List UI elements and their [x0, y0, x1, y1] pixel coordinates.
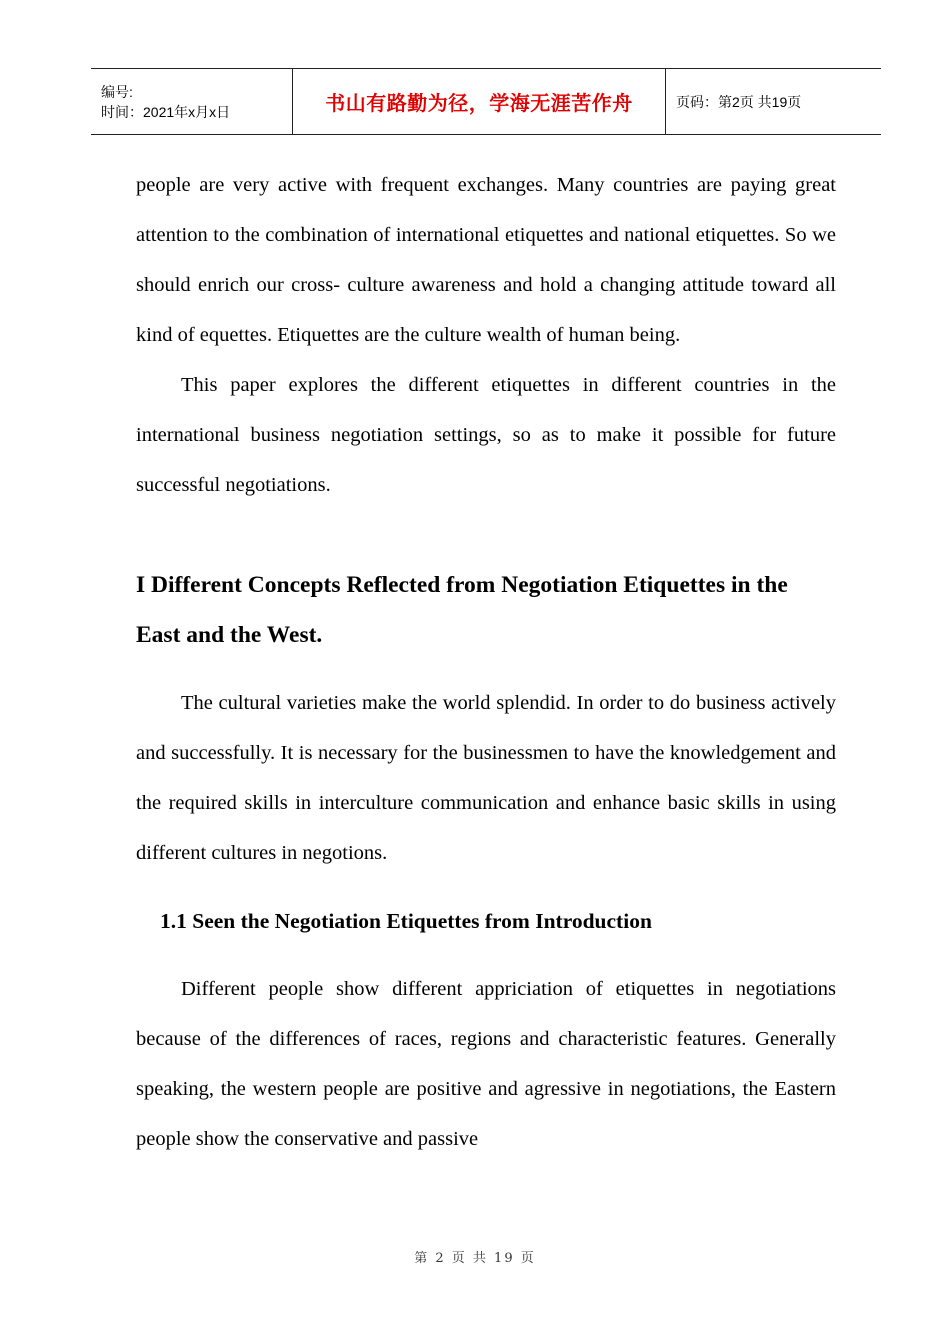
paragraph-3: The cultural varieties make the world splendid. In order to do business actively and successfully. It is necessary for the businessmen to have the knowledgement and the required skills in interculture communication and enhance basic skills in using different cultures in negotions.	[136, 692, 836, 864]
paragraph-4: Different people show different appriciation of etiquettes in negotiations because of the differences of races, regions and characteristic features. Generally speaking, the western people are positive and agressive in negotiations, the Eastern people show the conservative and passive	[136, 978, 836, 1150]
serial-label: 编号:	[101, 83, 133, 100]
page-footer: 第 2 页 共 19 页	[414, 1251, 536, 1266]
section-heading: I Different Concepts Reflected from Negotiation Etiquettes in the East and the West.	[136, 572, 788, 648]
document-body	[136, 160, 836, 1164]
time-label: 时间：2021年x月x日	[101, 103, 231, 120]
spacer	[136, 660, 836, 678]
header-motto: 书山有路勤为径，学海无涯苦作舟	[293, 69, 666, 134]
paragraph-1: people are very active with frequent exchanges. Many countries are paying great attention to the combination of international etiquettes and national etiquettes. So we should enrich our cross- culture awareness and hold a changing attitude toward all kind of equettes. Etiquettes are the culture wealth of human being.	[136, 174, 836, 346]
page-header	[91, 68, 881, 135]
spacer	[136, 878, 836, 896]
spacer	[136, 510, 836, 560]
header-page-info: 页码：第2页 共19页	[676, 93, 802, 110]
header-meta	[91, 69, 293, 134]
spacer	[136, 946, 836, 964]
subsection-heading: 1.1 Seen the Negotiation Etiquettes from Introduction	[160, 909, 652, 933]
paragraph-2: This paper explores the different etiquettes in different countries in the international business negotiation settings, so as to make it possible for future successful negotiations.	[136, 374, 836, 496]
